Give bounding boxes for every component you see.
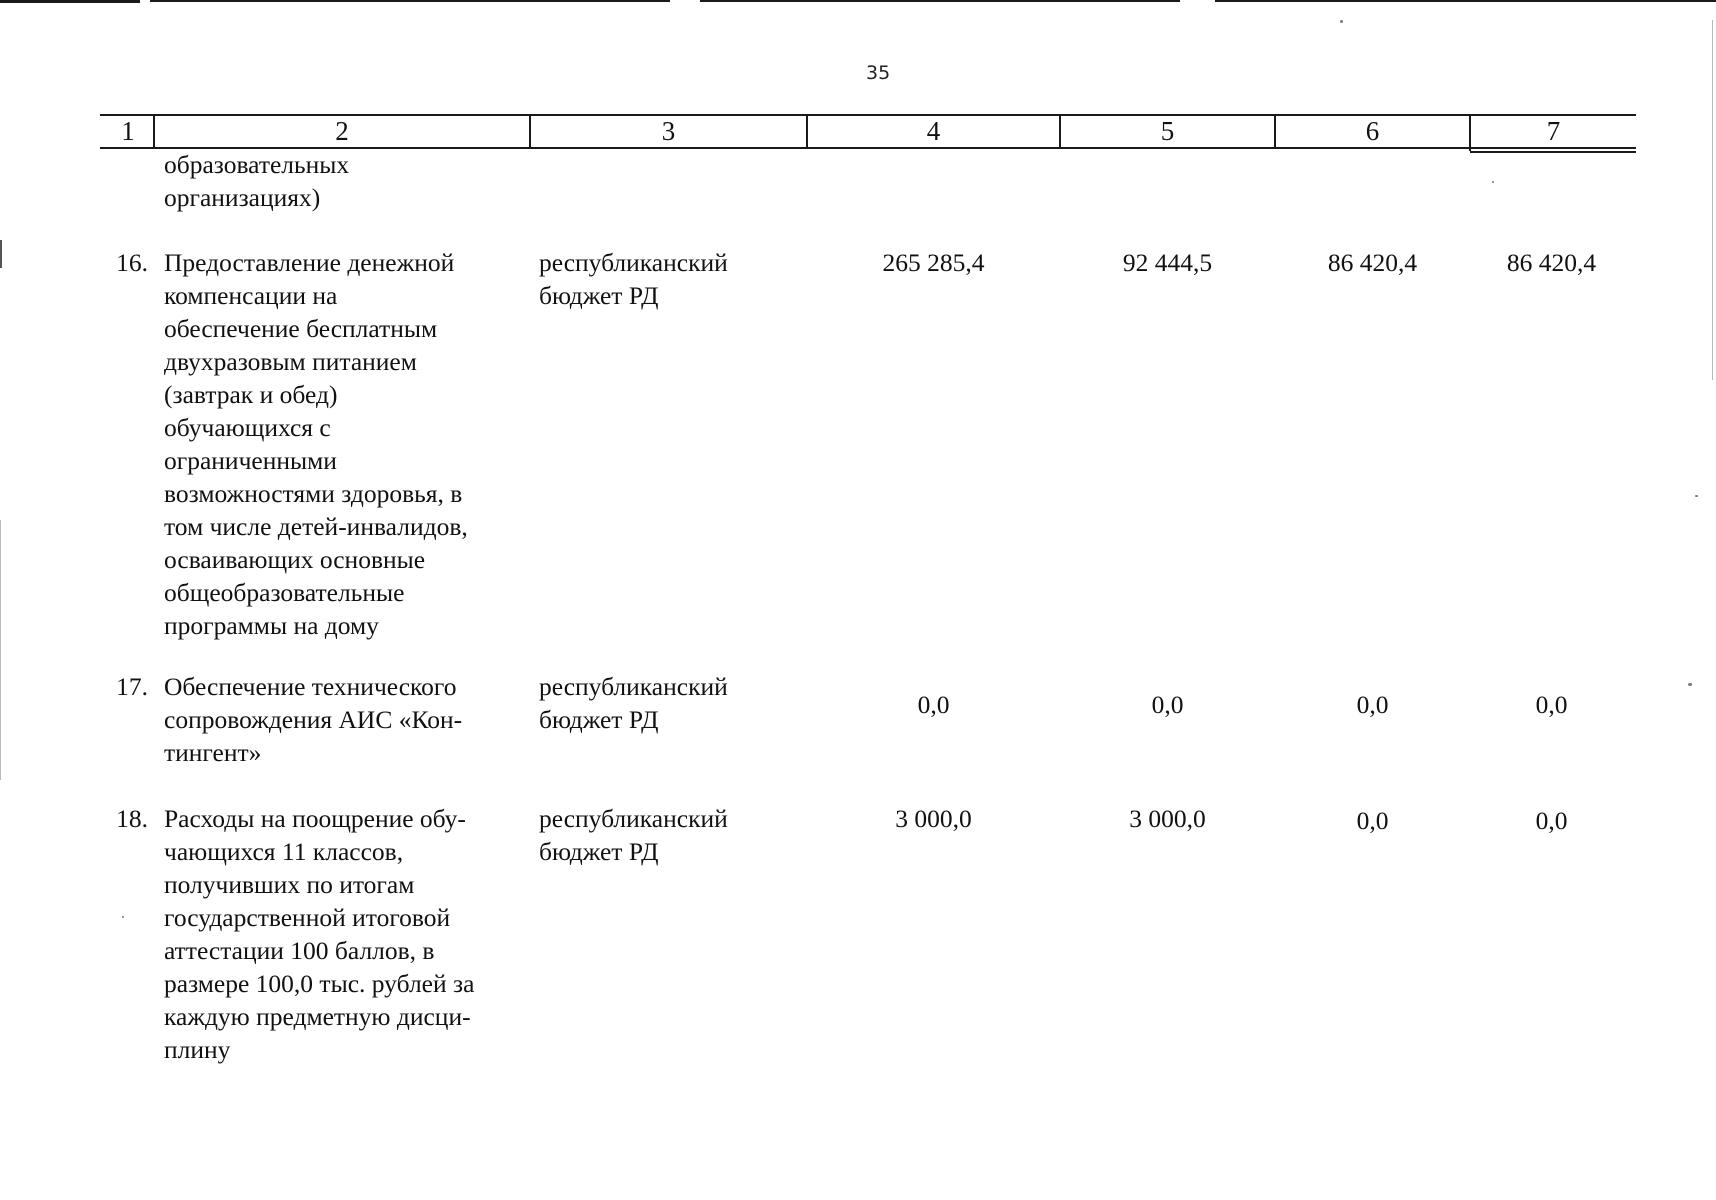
value-col-4: 3 000,0 bbox=[895, 804, 972, 833]
header-bottom-rule bbox=[1470, 151, 1636, 153]
description-line: возможностями здоровья, в bbox=[164, 479, 463, 508]
description-line: обеспечение бесплатным bbox=[164, 314, 438, 343]
description-line: получивших по итогам bbox=[164, 870, 415, 899]
description-line: программы на дому bbox=[164, 611, 379, 640]
description-line: организациях) bbox=[164, 183, 321, 212]
header-col-1: 1 bbox=[121, 116, 135, 146]
description-line: образовательных bbox=[164, 150, 350, 179]
scan-top-edge bbox=[700, 0, 1180, 2]
description-line: двухразовым питанием bbox=[164, 347, 417, 376]
scan-speck bbox=[1695, 495, 1698, 497]
description-line: размере 100,0 тыс. рублей за bbox=[164, 969, 475, 998]
description-line: Предоставление денежной bbox=[164, 248, 455, 277]
value-col-7: 0,0 bbox=[1535, 690, 1568, 719]
description-line: аттестации 100 баллов, в bbox=[164, 936, 435, 965]
value-col-5: 3 000,0 bbox=[1129, 804, 1206, 833]
description-line: осваивающих основные bbox=[164, 545, 426, 574]
header-col-7: 7 bbox=[1546, 116, 1561, 146]
description-line: том числе детей-инвалидов, bbox=[164, 512, 468, 541]
scan-top-edge bbox=[1215, 0, 1716, 2]
header-col-2: 2 bbox=[335, 116, 349, 146]
header-col-5: 5 bbox=[1160, 116, 1175, 146]
scan-edge-mark bbox=[1712, 20, 1713, 380]
scan-edge-mark bbox=[0, 240, 2, 268]
value-col-4: 0,0 bbox=[917, 690, 950, 719]
scan-top-edge bbox=[150, 0, 670, 2]
scan-speck bbox=[1492, 181, 1494, 183]
scan-edge-mark bbox=[0, 520, 1, 780]
page-number: 35 bbox=[866, 62, 891, 84]
description-line: плину bbox=[164, 1035, 231, 1064]
value-col-4: 265 285,4 bbox=[882, 248, 985, 277]
funding-source-line: республиканский bbox=[539, 248, 728, 277]
row-number: 18. bbox=[116, 804, 148, 833]
description-line: сопровождения АИС «Кон- bbox=[164, 705, 463, 734]
description-line: общеобразовательные bbox=[164, 578, 405, 607]
description-line: компенсации на bbox=[164, 281, 338, 310]
header-col-6: 6 bbox=[1365, 116, 1380, 146]
description-line: чающихся 11 классов, bbox=[164, 837, 404, 866]
funding-source-line: бюджет РД bbox=[539, 705, 659, 734]
description-line: каждую предметную дисци- bbox=[164, 1002, 471, 1031]
description-line: Расходы на поощрение обу- bbox=[164, 804, 466, 833]
funding-source-line: республиканский bbox=[539, 672, 728, 701]
scan-speck bbox=[1688, 683, 1692, 686]
header-col-3: 3 bbox=[661, 116, 676, 146]
scan-top-edge bbox=[0, 0, 140, 3]
description-line: Обеспечение технического bbox=[164, 672, 457, 701]
row-number: 17. bbox=[116, 672, 148, 701]
funding-source-line: бюджет РД bbox=[539, 281, 659, 310]
description-line: тингент» bbox=[164, 738, 262, 767]
scan-speck bbox=[122, 916, 124, 918]
funding-source-line: бюджет РД bbox=[539, 837, 659, 866]
value-col-7: 86 420,4 bbox=[1506, 248, 1597, 277]
value-col-6: 0,0 bbox=[1356, 690, 1389, 719]
description-line: государственной итоговой bbox=[164, 903, 451, 932]
funding-source-line: республиканский bbox=[539, 804, 728, 833]
value-col-6: 86 420,4 bbox=[1327, 248, 1418, 277]
value-col-5: 92 444,5 bbox=[1122, 248, 1213, 277]
description-line: (завтрак и обед) bbox=[164, 380, 338, 409]
value-col-7: 0,0 bbox=[1535, 806, 1568, 835]
header-col-4: 4 bbox=[926, 116, 941, 146]
scan-speck bbox=[1340, 20, 1343, 23]
value-col-5: 0,0 bbox=[1151, 690, 1184, 719]
value-col-6: 0,0 bbox=[1356, 806, 1389, 835]
row-number: 16. bbox=[116, 248, 148, 277]
description-line: ограниченными bbox=[164, 446, 337, 475]
description-line: обучающихся с bbox=[164, 413, 331, 442]
